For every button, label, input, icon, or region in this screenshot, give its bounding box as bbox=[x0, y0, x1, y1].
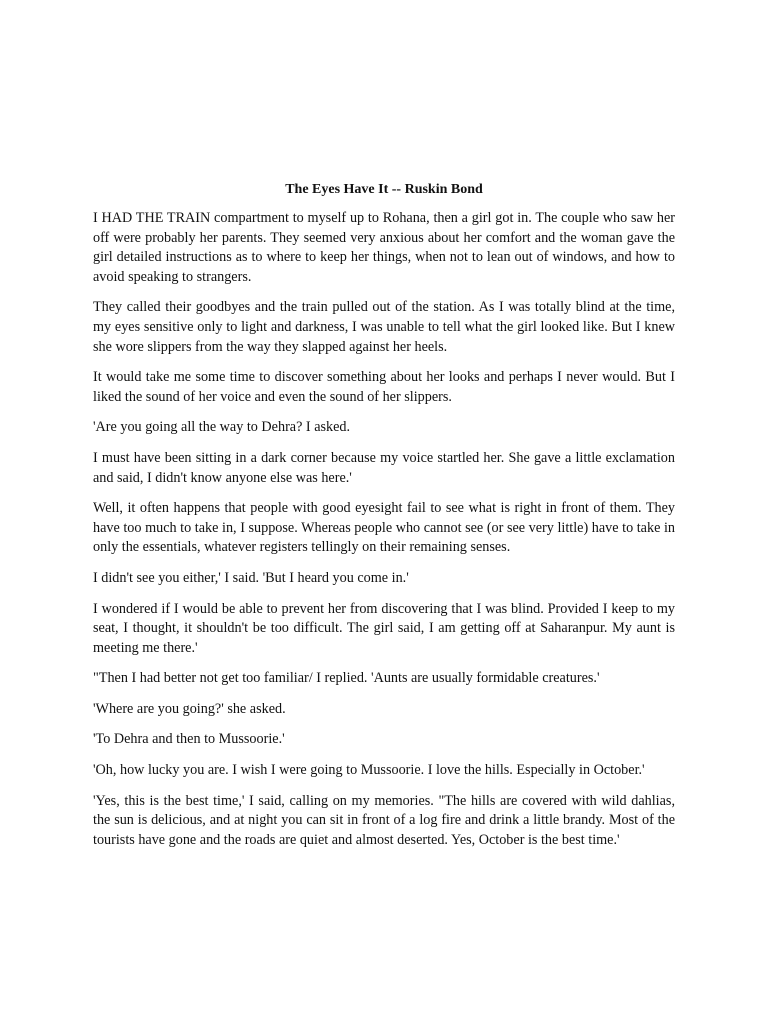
paragraph-13: 'Yes, this is the best time,' I said, calling on my memories. "The hills are covered with wild dahlias, the sun is delicious, and at night you can sit in front of a log fire and drink a little brandy. Most of the tourists have gone and the roads are quiet and almost deserted. Yes, October is the best time.' bbox=[93, 792, 675, 848]
paragraph-10: 'Where are you going?' she asked. bbox=[93, 700, 286, 717]
paragraph-11: 'To Dehra and then to Mussoorie.' bbox=[93, 731, 285, 748]
paragraph-1: I HAD THE TRAIN compartment to myself up to Rohana, then a girl got in. The couple who saw her off were probably her parents. They seemed very anxious about her comfort and the woman gave the girl detailed instructions as to where to keep her things, when not to lean out of windows, and how to avoid speaking to strangers. bbox=[93, 210, 675, 285]
paragraph-7: I didn't see you either,' I said. 'But I heard you come in.' bbox=[93, 569, 409, 586]
paragraph-3: It would take me some time to discover something about her looks and perhaps I never would. But I liked the sound of her voice and even the sound of her slippers. bbox=[93, 369, 675, 405]
document-title: The Eyes Have It -- Ruskin Bond bbox=[285, 182, 483, 197]
paragraph-12: 'Oh, how lucky you are. I wish I were going to Mussoorie. I love the hills. Especially in October.' bbox=[93, 762, 645, 779]
paragraph-8: I wondered if I would be able to prevent her from discovering that I was blind. Provided I keep to my seat, I thought, it shouldn't be too difficult. The girl said, I am getting off at Saharanpur. My aunt is meeting me there.' bbox=[93, 600, 675, 656]
document-page bbox=[93, 180, 675, 861]
paragraph-6: Well, it often happens that people with good eyesight fail to see what is right in front of them. They have too much to take in, I suppose. Whereas people who cannot see (or see very little) have to take in only the essentials, whatever registers tellingly on their remaining senses. bbox=[93, 500, 675, 556]
paragraph-9: "Then I had better not get too familiar/ I replied. 'Aunts are usually formidable creatures.' bbox=[93, 670, 600, 687]
paragraph-2: They called their goodbyes and the train pulled out of the station. As I was totally blind at the time, my eyes sensitive only to light and darkness, I was unable to tell what the girl looked like. But I knew she wore slippers from the way they slapped against her heels. bbox=[93, 299, 675, 355]
paragraph-5: I must have been sitting in a dark corner because my voice startled her. She gave a little exclamation and said, I didn't know anyone else was here.' bbox=[93, 449, 675, 486]
paragraph-4: 'Are you going all the way to Dehra? I asked. bbox=[93, 419, 351, 436]
